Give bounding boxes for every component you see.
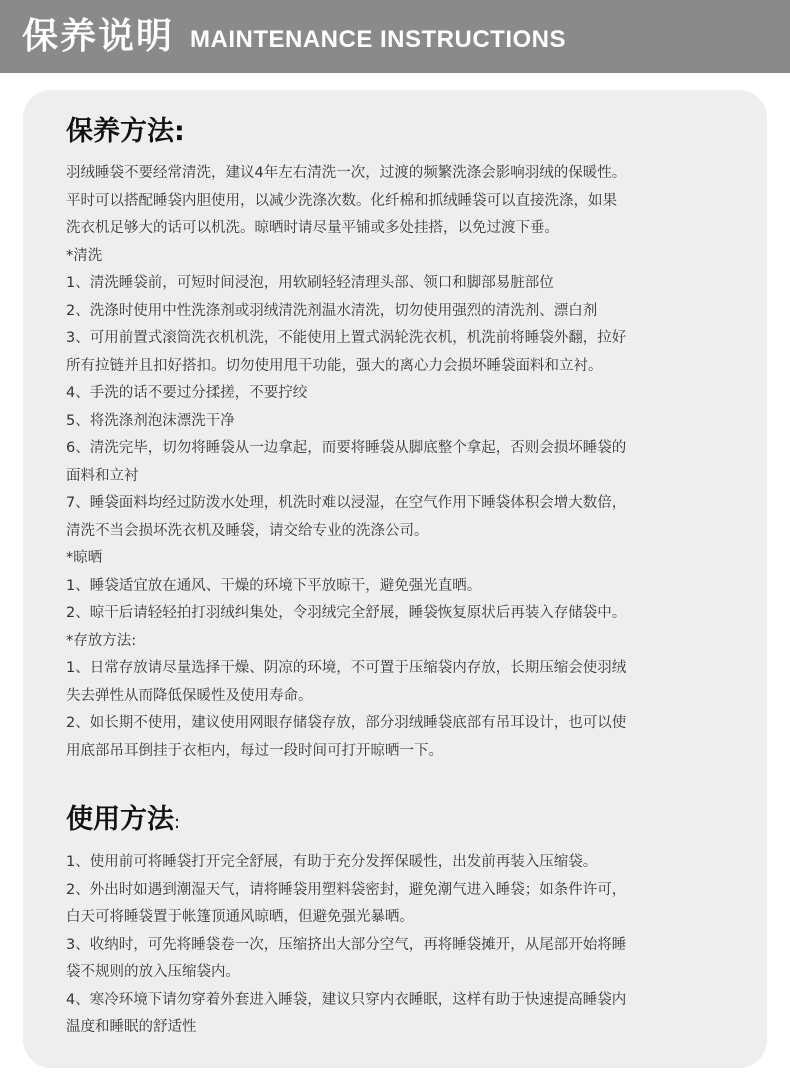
- maintenance-line: 2、洗涤时使用中性洗涤剂或羽绒清洗剂温水清洗，切勿使用强烈的清洗剂、漂白剂: [66, 302, 598, 319]
- storage-subheading: *存放方法:: [66, 632, 137, 649]
- usage-line: 袋不规则的放入压缩袋内。: [66, 964, 240, 980]
- maintenance-line: 2、如长期不使用，建议使用网眼存储袋存放，部分羽绒睡袋底部有吊耳设计，也可以使: [66, 715, 627, 731]
- usage-line: 2、外出时如遇到潮湿天气，请将睡袋用塑料袋密封，避免潮气进入睡袋；如条件许可，: [66, 881, 627, 898]
- usage-line: 1、使用前可将睡袋打开完全舒展，有助于充分发挥保暖性，出发前再装入压缩袋。: [66, 854, 598, 870]
- maintenance-line: 面料和立衬: [66, 467, 139, 484]
- usage-title-text: 使用方法: [66, 804, 174, 835]
- usage-line: 3、收纳时，可先将睡袋卷一次，压缩挤出大部分空气，再将睡袋摊开，从尾部开始将睡: [66, 936, 627, 953]
- maintenance-line: 3、可用前置式滚筒洗衣机机洗，不能使用上置式涡轮洗衣机，机洗前将睡袋外翻，拉好: [66, 330, 627, 346]
- header-title-en: MAINTENANCE INSTRUCTIONS: [190, 25, 567, 53]
- usage-body: [66, 849, 726, 1042]
- maintenance-line: 4、手洗的话不要过分揉搓，不要拧绞: [66, 385, 308, 401]
- maintenance-title-text: 保养方法: [66, 116, 174, 147]
- maintenance-line: 1、睡袋适宜放在通风、干燥的环境下平放晾干，避免强光直晒。: [66, 577, 482, 594]
- header-banner: [0, 0, 790, 73]
- usage-section: [66, 800, 726, 1042]
- maintenance-line: 2、晾干后请轻轻拍打羽绒纠集处，令羽绒完全舒展，睡袋恢复原状后再装入存储袋中。: [66, 605, 627, 621]
- maintenance-line: 6、清洗完毕，切勿将睡袋从一边拿起，而要将睡袋从脚底整个拿起，否则会损坏睡袋的: [66, 440, 627, 456]
- washing-subheading: *清洗: [66, 247, 103, 264]
- maintenance-line: 1、日常存放请尽量选择干燥、阴凉的环境，不可置于压缩袋内存放，长期压缩会使羽绒: [66, 660, 627, 676]
- maintenance-line: 5、将洗涤剂泡沫漂洗干净: [66, 412, 235, 429]
- maintenance-line: 所有拉链并且扣好搭扣。切勿使用甩干功能，强大的离心力会损坏睡袋面料和立衬。: [66, 357, 603, 374]
- usage-title: [66, 800, 726, 843]
- maintenance-line: 平时可以搭配睡袋内胆使用，以减少洗涤次数。化纤棉和抓绒睡袋可以直接洗涤，如果: [66, 192, 617, 209]
- maintenance-line: 1、清洗睡袋前，可短时间浸泡，用软刷轻轻清理头部、领口和脚部易脏部位: [66, 275, 554, 291]
- usage-line: 白天可将睡袋置于帐篷顶通风晾晒，但避免强光暴晒。: [66, 909, 414, 925]
- maintenance-title: [66, 112, 726, 152]
- maintenance-line: 7、睡袋面料均经过防泼水处理，机洗时难以浸湿，在空气作用下睡袋体积会增大数倍，: [66, 495, 627, 511]
- maintenance-line: 清洗不当会损坏洗衣机及睡袋，请交给专业的洗涤公司。: [66, 522, 429, 539]
- maintenance-line: 羽绒睡袋不要经常清洗，建议4年左右清洗一次，过渡的频繁洗涤会影响羽绒的保暖性。: [66, 165, 627, 181]
- drying-subheading: *晾晒: [66, 550, 103, 566]
- usage-title-colon: :: [174, 812, 181, 833]
- usage-line: 温度和睡眠的舒适性: [66, 1019, 197, 1035]
- maintenance-section: [66, 112, 726, 765]
- maintenance-line: 失去弹性从而降低保暖性及使用寿命。: [66, 687, 313, 704]
- header-title-cn: 保养说明: [22, 15, 175, 57]
- maintenance-title-colon: :: [174, 116, 185, 147]
- maintenance-line: 洗衣机足够大的话可以机洗。晾晒时请尽量平铺或多处挂搭，以免过渡下垂。: [66, 220, 559, 236]
- maintenance-body: [66, 160, 726, 765]
- maintenance-line: 用底部吊耳倒挂于衣柜内，每过一段时间可打开晾晒一下。: [66, 742, 443, 759]
- usage-line: 4、寒冷环境下请勿穿着外套进入睡袋，建议只穿内衣睡眠，这样有助于快速提高睡袋内: [66, 991, 627, 1008]
